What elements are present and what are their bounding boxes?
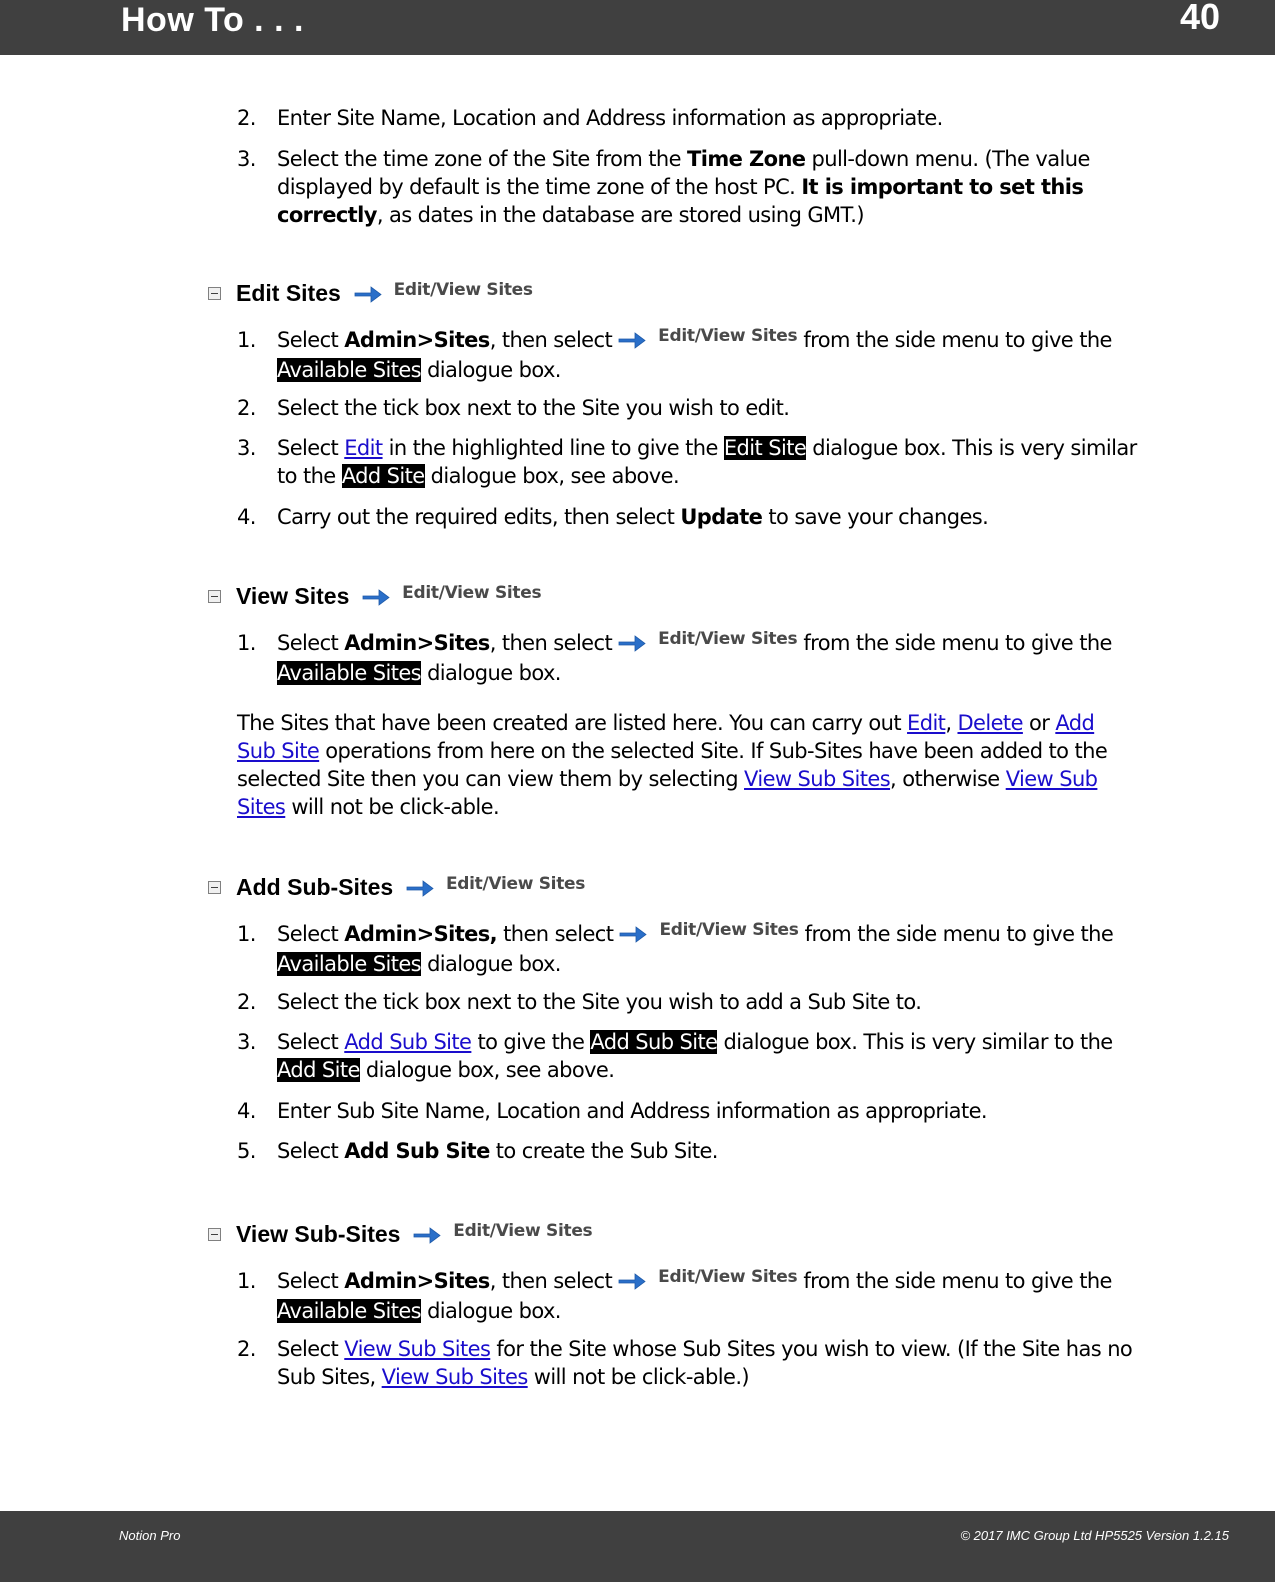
item-text: Select Admin>Sites, then select $^{Edit/View Sites}$ from the side menu to give the Available Sites dialogue box. — [277, 629, 1112, 685]
footer-product: Notion Pro — [119, 1528, 181, 1543]
view-sub-sites-link[interactable]: View Sub Sites — [344, 1337, 491, 1361]
page-footer — [0, 1511, 1275, 1582]
item-text: Enter Sub Site Name, Location and Address information as appropriate. — [277, 1099, 987, 1123]
item-number: 3. — [237, 147, 256, 171]
highlight-available-sites: Available Sites — [277, 358, 421, 382]
item-text: Carry out the required edits, then select Update to save your changes. — [277, 505, 989, 529]
edit-link[interactable]: Edit — [344, 436, 383, 460]
paragraph: The Sites that have been created are listed here. You can carry out Edit, Delete or Add Sub Site operations from here on the selected Site. If Sub-Sites have been added to the selected Site then you can view them by selecting View Sub Sites, otherwise View Sub Sites will not be click-able. — [237, 711, 1108, 819]
edit-view-sites-ref: Edit/View Sites — [406, 874, 585, 901]
item-text: Select Edit in the highlighted line to give the Edit Site dialogue box. This is very similar to the Add Site dialogue box, see above. — [277, 436, 1137, 488]
collapse-minus-icon[interactable] — [208, 881, 221, 894]
add-sub-site-link[interactable]: Add Sub Site — [344, 1030, 472, 1054]
highlight-available-sites: Available Sites — [277, 952, 421, 976]
view-sub-sites-link[interactable]: View Sub Sites — [381, 1365, 528, 1389]
item-text: Select View Sub Sites for the Site whose Sub Sites you wish to view. (If the Site has no Sub Sites, View Sub Sites will not be click-able.) — [277, 1337, 1133, 1389]
item-text: Select Add Sub Site to give the Add Sub Site dialogue box. This is very similar to the Add Site dialogue box, see above. — [277, 1030, 1113, 1082]
item-number: 4. — [237, 505, 256, 529]
view-sub-sites-link[interactable]: View Sub Sites — [237, 767, 1098, 819]
item-number: 2. — [237, 396, 256, 420]
edit-view-sites-ref: Edit/View Sites — [618, 326, 797, 356]
collapse-minus-icon[interactable] — [208, 1228, 221, 1241]
item-text: Select Add Sub Site to create the Sub Site. — [277, 1139, 718, 1163]
item-number: 1. — [237, 631, 256, 655]
item-number: 5. — [237, 1139, 256, 1163]
item-number: 3. — [237, 436, 256, 460]
item-number: 1. — [237, 328, 256, 352]
right-arrow-icon — [406, 879, 434, 897]
edit-link[interactable]: Edit — [907, 711, 946, 735]
right-arrow-icon — [354, 285, 382, 303]
item-text: Select Admin>Sites, then select $^{Edit/View Sites}$ from the side menu to give the Available Sites dialogue box. — [277, 1267, 1112, 1323]
header-title: How To . . . — [121, 1, 304, 39]
edit-view-sites-ref: Edit/View Sites — [619, 920, 798, 950]
heading-text: Edit Sites — [236, 280, 341, 306]
view-sub-sites-link[interactable]: View Sub Sites — [744, 767, 891, 791]
heading-text: View Sub-Sites — [236, 1221, 401, 1247]
item-text: Select the tick box next to the Site you wish to edit. — [277, 396, 790, 420]
edit-view-sites-ref: Edit/View Sites — [618, 1267, 797, 1297]
right-arrow-icon — [362, 588, 390, 606]
collapse-minus-icon[interactable] — [208, 287, 221, 300]
highlight-add-site: Add Site — [277, 1058, 360, 1082]
delete-link[interactable]: Delete — [957, 711, 1023, 735]
add-sub-site-link[interactable]: Add Sub Site — [237, 711, 1095, 763]
item-number: 1. — [237, 1269, 256, 1293]
right-arrow-icon — [618, 1272, 646, 1290]
item-text: Select Admin>Sites, then select $^{Edit/View Sites}$ from the side menu to give the Available Sites dialogue box. — [277, 920, 1114, 976]
right-arrow-icon — [619, 925, 647, 943]
right-arrow-icon — [618, 634, 646, 652]
edit-view-sites-ref: Edit/View Sites — [354, 280, 533, 307]
edit-view-sites-ref: Edit/View Sites — [413, 1221, 592, 1248]
item-text: Select the tick box next to the Site you wish to add a Sub Site to. — [277, 990, 922, 1014]
collapse-minus-icon[interactable] — [208, 590, 221, 603]
item-number: 2. — [237, 990, 256, 1014]
highlight-add-site: Add Site — [341, 464, 425, 488]
right-arrow-icon — [618, 331, 646, 349]
item-number: 1. — [237, 922, 256, 946]
page-header — [0, 0, 1275, 55]
item-number: 2. — [237, 1337, 256, 1361]
item-text: Select Admin>Sites, then select $^{Edit/View Sites}$ from the side menu to give the Available Sites dialogue box. — [277, 326, 1112, 382]
heading-text: Add Sub-Sites — [236, 874, 394, 900]
edit-view-sites-ref: Edit/View Sites — [362, 583, 541, 610]
item-text: Enter Site Name, Location and Address information as appropriate. — [277, 106, 943, 130]
item-number: 2. — [237, 106, 256, 130]
highlight-add-sub-site: Add Sub Site — [590, 1030, 718, 1054]
edit-view-sites-ref: Edit/View Sites — [618, 629, 797, 659]
highlight-available-sites: Available Sites — [277, 1299, 421, 1323]
item-text: Select the time zone of the Site from the Time Zone pull-down menu. (The value displayed by default is the time zone of the host PC. It is important to set this correctly, as dates in the database are stored using GMT.) — [277, 147, 1090, 227]
right-arrow-icon — [413, 1226, 441, 1244]
page-number: 40 — [1179, 0, 1220, 37]
item-number: 3. — [237, 1030, 256, 1054]
highlight-available-sites: Available Sites — [277, 661, 421, 685]
item-number: 4. — [237, 1099, 256, 1123]
heading-text: View Sites — [236, 583, 350, 609]
footer-copyright: © 2017 IMC Group Ltd HP5525 Version 1.2.15 — [960, 1528, 1229, 1543]
highlight-edit-site: Edit Site — [723, 436, 807, 460]
